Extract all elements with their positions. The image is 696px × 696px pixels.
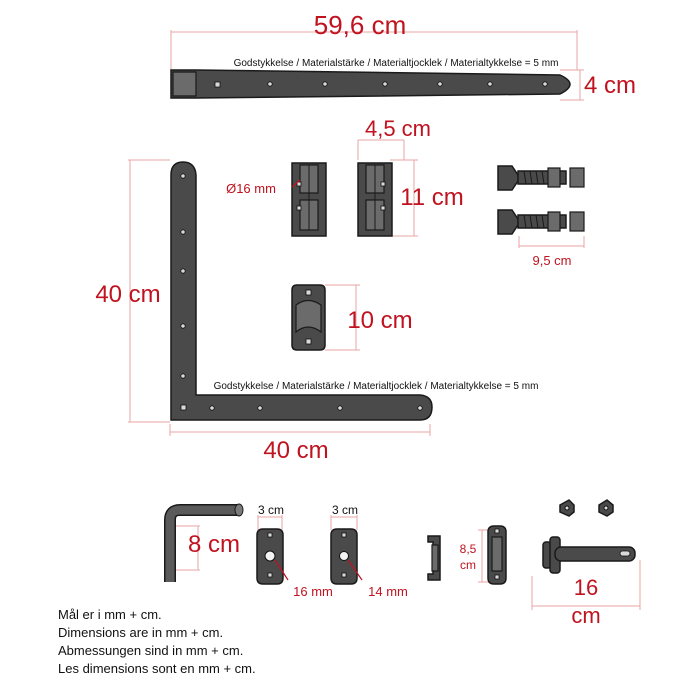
dimension-label-top-height: 4 cm bbox=[583, 72, 637, 99]
dimension-label-corner-vertical: 40 cm bbox=[95, 281, 161, 308]
dimension-label-keeper-height: 8,5 cm bbox=[459, 542, 477, 572]
bolt-pintles bbox=[498, 166, 584, 268]
legend-line-norwegian: Mål er i mm + cm. bbox=[58, 607, 162, 622]
hook-pin bbox=[170, 504, 243, 582]
dimension-label-pintle-height: 11 cm bbox=[400, 184, 464, 211]
units-legend bbox=[58, 606, 256, 678]
dimension-label-pin-height: 8 cm bbox=[187, 531, 241, 558]
dimension-label-corner-horizontal: 40 cm bbox=[263, 437, 329, 464]
material-thickness-note-corner: Godstykkelse / Materialstärke / Materialtjocklek / Materialtykkelse = 5 mm bbox=[213, 381, 539, 392]
dimension-label-bolt-length: 9,5 cm bbox=[532, 253, 572, 268]
dimension-label-bolt-lock-length: 16 cm bbox=[571, 575, 601, 628]
dimension-label-plate1-hole: 16 mm bbox=[293, 584, 333, 599]
dimension-label-bracket-height: 10 cm bbox=[347, 307, 413, 334]
u-bracket bbox=[292, 285, 413, 350]
dimension-label-plate2-width: 3 cm bbox=[331, 503, 359, 517]
dimension-label-plate1-width: 3 cm bbox=[257, 503, 285, 517]
bolt-staple bbox=[428, 536, 440, 580]
mounting-plate-16mm bbox=[257, 503, 333, 599]
dimension-label-top-length: 59,6 cm bbox=[313, 10, 407, 40]
mounting-plate-14mm bbox=[331, 503, 408, 599]
legend-line-french: Les dimensions sont en mm + cm. bbox=[58, 661, 256, 676]
bolt-keeper bbox=[460, 526, 506, 584]
legend-line-german: Abmessungen sind in mm + cm. bbox=[58, 643, 244, 658]
sliding-bolt bbox=[532, 500, 640, 628]
pintle-pair bbox=[226, 116, 464, 236]
dimension-label-pintle-diameter: Ø16 mm bbox=[226, 181, 276, 196]
dimension-label-pintle-width: 4,5 cm bbox=[364, 116, 432, 141]
dimension-label-plate2-hole: 14 mm bbox=[368, 584, 408, 599]
material-thickness-note-top: Godstykkelse / Materialstärke / Materialtjocklek / Materialtykkelse = 5 mm bbox=[233, 58, 559, 69]
legend-line-english: Dimensions are in mm + cm. bbox=[58, 625, 224, 640]
top-strap-hinge bbox=[171, 10, 636, 100]
